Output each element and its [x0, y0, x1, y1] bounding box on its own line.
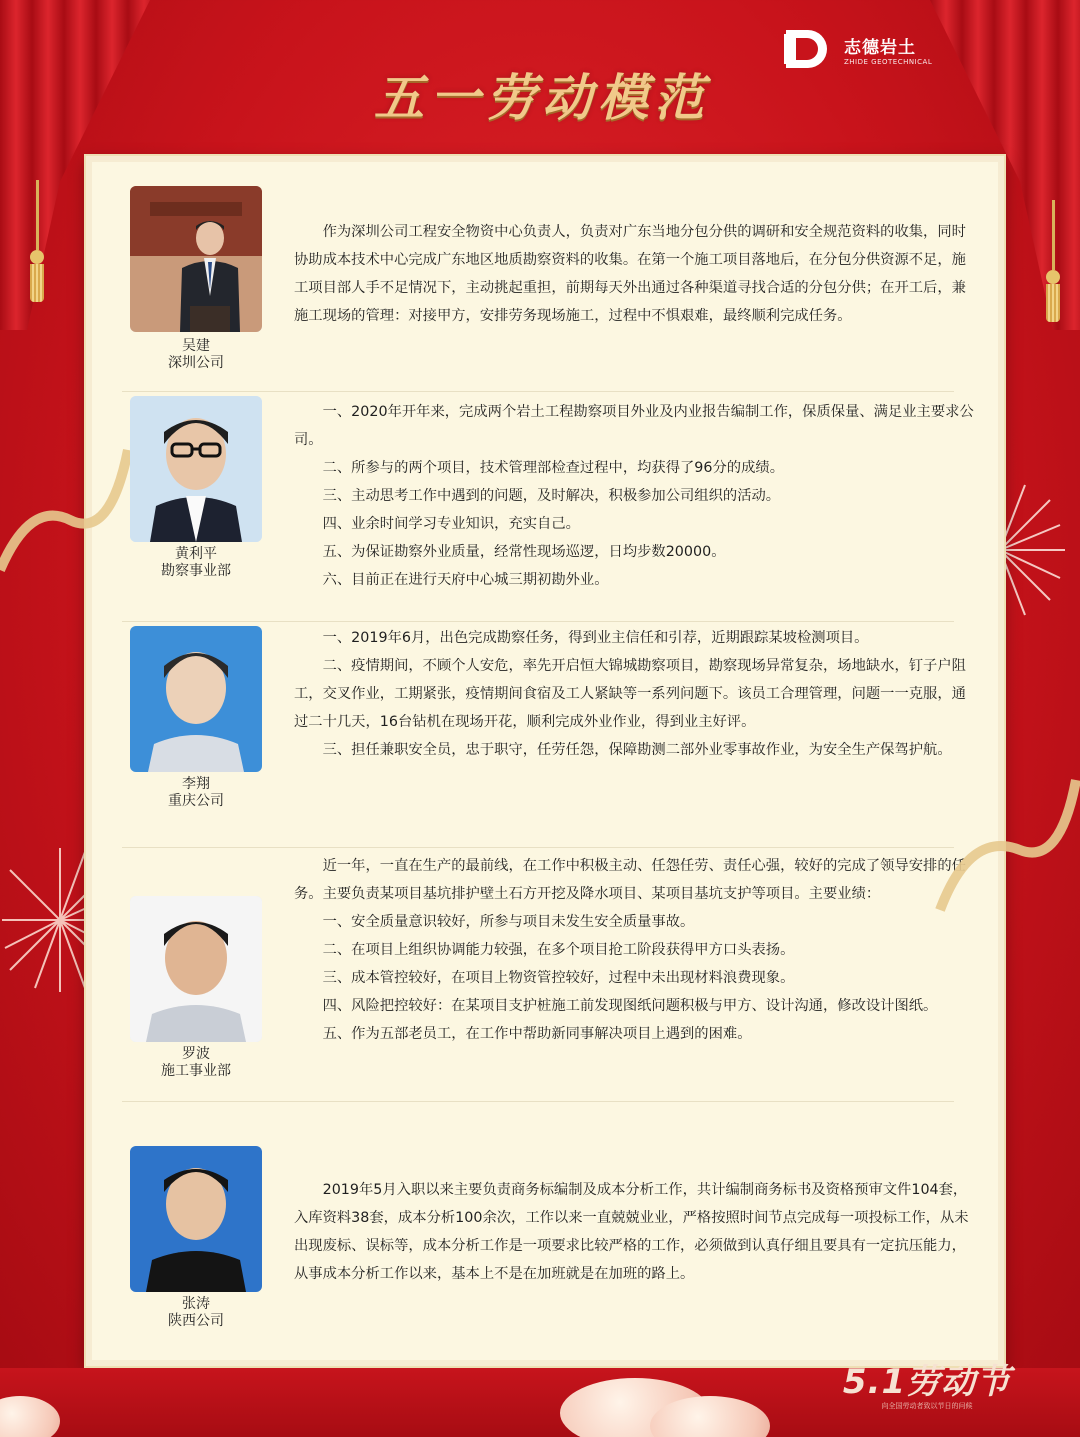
brand-logo	[782, 28, 932, 70]
description-paragraph: 近一年，一直在生产的最前线，在工作中积极主动、任怨任劳、责任心强，较好的完成了领导安排的任务。主要负责某项目基坑排护壁土石方开挖及降水项目、某项目基坑支护等项目。主要业绩：	[294, 858, 966, 902]
tassel-left-icon	[30, 180, 44, 300]
worker-dept: 施工事业部	[161, 1063, 231, 1079]
entry-divider	[122, 391, 954, 392]
description-paragraph: 一、2020年开年来，完成两个岩土工程勘察项目外业及内业报告编制工作，保质保量、满足业主要求公司。	[294, 404, 974, 448]
portrait-photo	[130, 1146, 262, 1292]
brand-name: 志德岩土	[844, 37, 916, 58]
description-paragraph: 三、成本管控较好，在项目上物资管控较好，过程中未出现材料浪费现象。	[322, 970, 795, 986]
description-paragraph: 四、风险把控较好：在某项目支护桩施工前发现图纸问题积极与甲方、设计沟通，修改设计图纸。	[322, 998, 938, 1014]
entry-divider	[122, 621, 954, 622]
worker-name: 罗波	[182, 1046, 210, 1062]
description-paragraph: 一、2019年6月，出色完成勘察任务，得到业主信任和引荐，近期跟踪某坡检测项目。	[322, 630, 869, 646]
model-worker-entry	[122, 396, 984, 622]
description-paragraph: 六、目前正在进行天府中心城三期初勘外业。	[322, 572, 609, 588]
worker-description	[294, 852, 974, 1048]
description-paragraph: 五、作为五部老员工，在工作中帮助新同事解决项目上遇到的困难。	[322, 1026, 752, 1042]
description-paragraph: 三、主动思考工作中遇到的问题，及时解决，积极参加公司组织的活动。	[322, 488, 781, 504]
worker-dept: 重庆公司	[168, 793, 224, 809]
worker-description	[294, 218, 974, 330]
model-worker-entry	[122, 626, 984, 848]
worker-description	[294, 624, 974, 764]
festival-slogan: 向全国劳动者致以节日的问候	[881, 1402, 973, 1410]
portrait-photo	[130, 896, 262, 1042]
worker-description	[294, 1176, 974, 1288]
description-paragraph: 四、业余时间学习专业知识，充实自己。	[322, 516, 580, 532]
description-paragraph: 作为深圳公司工程安全物资中心负责人，负责对广东当地分包分供的调研和安全规范资料的收集，同时协助成本技术中心完成广东地区地质勘察资料的收集。在第一个施工项目落地后，在分包分供资源不足，施工项目部人手不足情况下，主动挑起重担，前期每天外出通过各种渠道寻找合适的分包分供；在开工后，兼施工现场的管理：对接甲方，安排劳务现场施工，过程中不惧艰难，最终顺利完成任务。	[294, 224, 966, 324]
description-paragraph: 三、担任兼职安全员，忠于职守，任劳任怨，保障勘测二部外业零事故作业，为安全生产保驾护航。	[322, 742, 952, 758]
worker-description	[294, 398, 974, 594]
gold-ribbon-left-icon	[0, 440, 130, 590]
description-paragraph: 二、所参与的两个项目，技术管理部检查过程中，均获得了96分的成绩。	[322, 460, 784, 476]
portrait-photo	[130, 396, 262, 542]
brand-name-en: ZHIDE GEOTECHNICAL	[844, 57, 933, 66]
description-paragraph: 五、为保证勘察外业质量，经常性现场巡逻，日均步数20000。	[322, 544, 726, 560]
tassel-right-icon	[1046, 200, 1060, 320]
description-paragraph: 一、安全质量意识较好，所参与项目未发生安全质量事故。	[322, 914, 695, 930]
content-panel	[86, 156, 1004, 1366]
description-paragraph: 二、在项目上组织协调能力较强，在多个项目抢工阶段获得甲方口头表扬。	[322, 942, 795, 958]
worker-name: 黄利平	[175, 546, 217, 562]
portrait-photo	[130, 186, 262, 332]
model-worker-entry	[122, 186, 984, 392]
entry-divider	[122, 847, 954, 848]
description-paragraph: 二、疫情期间，不顾个人安危，率先开启恒大锦城勘察项目，勘察现场异常复杂，场地缺水，钉子户阻工，交叉作业，工期紧张，疫情期间食宿及工人紧缺等一系列问题下。该员工合理管理，问题一一克服，通过二十几天，16台钻机在现场开花，顺利完成外业作业，得到业主好评。	[294, 658, 966, 730]
logo-d-icon	[782, 28, 836, 70]
entry-divider	[122, 1101, 954, 1102]
worker-name: 张涛	[182, 1296, 210, 1312]
worker-dept: 勘察事业部	[161, 563, 231, 579]
festival-title: 5.1劳动节	[842, 1362, 1012, 1402]
model-worker-entry	[122, 852, 984, 1102]
worker-name: 吴建	[182, 338, 210, 354]
description-paragraph: 2019年5月入职以来主要负责商务标编制及成本分析工作，共计编制商务标书及资格预审文件104套，入库资料38套，成本分析100余次，工作以来一直兢兢业业，严格按照时间节点完成每一项投标工作，从未出现废标、误标等，成本分析工作是一项要求比较严格的工作，必须做到认真仔细且要具有一定抗压能力，从事成本分析工作以来，基本上不是在加班就是在加班的路上。	[294, 1182, 969, 1282]
model-worker-entry	[122, 1146, 984, 1346]
gold-ribbon-right-icon	[930, 770, 1080, 920]
festival-badge	[842, 1354, 1012, 1411]
worker-dept: 深圳公司	[168, 355, 224, 371]
page-title: 五一劳动模范	[374, 68, 710, 127]
portrait-photo	[130, 626, 262, 772]
worker-name: 李翔	[182, 776, 210, 792]
worker-dept: 陕西公司	[168, 1313, 224, 1329]
